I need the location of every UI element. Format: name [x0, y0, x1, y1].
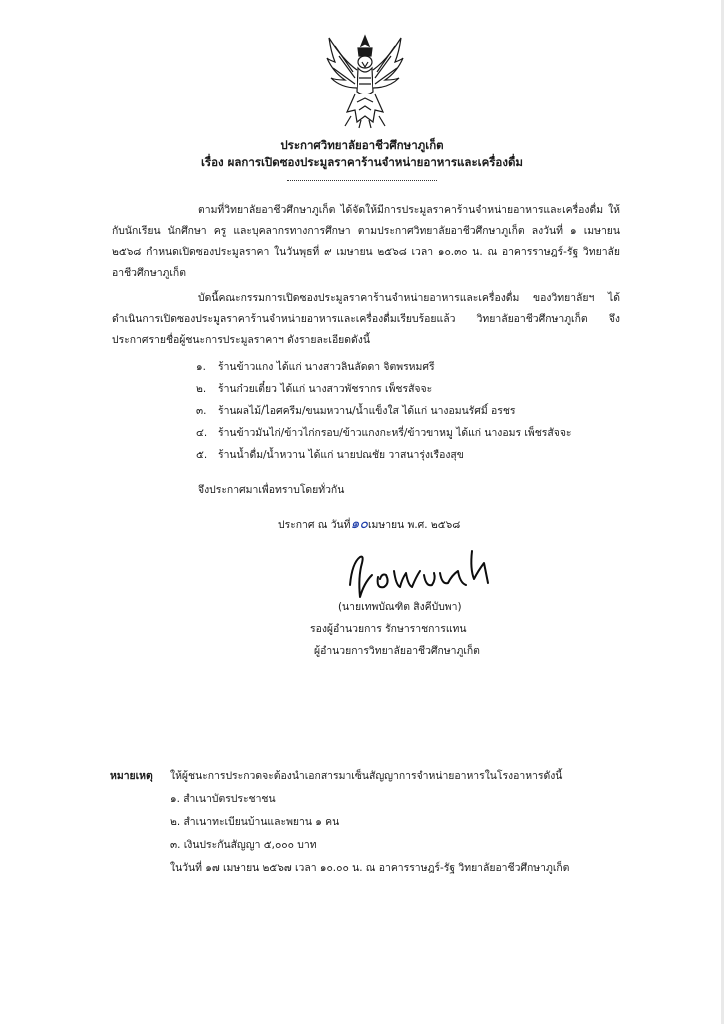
date-suffix: เมษายน พ.ศ. ๒๕๖๘: [367, 519, 461, 531]
list-item: ๑. สำเนาบัตรประชาชน: [170, 793, 276, 805]
list-item: [196, 444, 572, 466]
winners-list: [196, 356, 572, 466]
list-item-number: ๕.: [196, 449, 208, 461]
note-section: [110, 765, 569, 880]
signatory-name: (นายเทพบัณฑิต สิงคีบับพา): [338, 601, 462, 613]
list-item: ๒. สำเนาทะเบียนบ้านและพยาน ๑ คน: [170, 816, 340, 828]
announcement-subject: เรื่อง ผลการเปิดซองประมูลราคาร้านจำหน่ายอาหารและเครื่องดื่ม: [200, 155, 524, 169]
list-item-number: ๔.: [196, 427, 208, 439]
note-label: หมายเหตุ: [110, 770, 153, 782]
list-item: [196, 400, 572, 422]
list-item-number: ๓.: [196, 405, 207, 417]
list-item-text: ร้านข้าวแกง ได้แก่ นางสาวลินลัดดา จิตพรหมศรี: [218, 361, 435, 373]
garuda-emblem-icon: [325, 32, 405, 130]
list-item-text: ร้านข้าวมันไก่/ข้าวไก่กรอบ/ข้าวแกงกะหรี่/ข้าวขาหมู ได้แก่ นางอมร เพ็ชรสัจจะ: [218, 427, 572, 439]
paragraph-1-text: ตามที่วิทยาลัยอาชีวศึกษาภูเก็ต ได้จัดให้มีการประมูลราคาร้านจำหน่ายอาหารและเครื่องดื่ม ให้กับนักเรียน นักศึกษา ครู และบุคลากรทางการศึกษา ตามประกาศวิทยาลัยอาชีวศึกษาภูเก็ต ลงวันที่ ๑ เมษายน ๒๕๖๘ กำหนดเปิดซองประมูลราคา ในวันพุธที่ ๙ เมษายน ๒๕๖๘ เวลา ๑๐.๓๐ น. ณ อาคารราษฎร์-รัฐ วิทยาลัยอาชีวศึกษาภูเก็ต: [112, 204, 620, 279]
list-item-text: ร้านน้ำดื่ม/น้ำหวาน ได้แก่ นายปณชัย วาสนารุ่งเรืองสุข: [218, 449, 464, 461]
list-item: [196, 356, 572, 378]
list-item: ๓. เงินประกันสัญญา ๕,๐๐๐ บาท: [170, 839, 317, 851]
paragraph-2-text: บัดนี้คณะกรรมการเปิดซองประมูลราคาร้านจำหน่ายอาหารและเครื่องดื่ม ของวิทยาลัยฯ ได้ดำเนินการเปิดซองประมูลราคาร้านจำหน่ายอาหารและเครื่องดื่มเรียบร้อยแล้ว วิทยาลัยอาชีวศึกษาภูเก็ต จึงประกาศรายชื่อผู้ชนะการประมูลราคาฯ ดังรายละเอียดดังนี้: [112, 292, 620, 346]
date-prefix: ประกาศ ณ วันที่: [278, 519, 351, 531]
signature-image: [338, 545, 506, 601]
closing-statement: จึงประกาศมาเพื่อทราบโดยทั่วกัน: [198, 484, 345, 496]
announce-date: [278, 513, 460, 535]
signatory-title: ผู้อำนวยการวิทยาลัยอาชีวศึกษาภูเก็ต: [314, 645, 480, 657]
signatory-position: รองผู้อำนวยการ รักษาราชการแทน: [310, 623, 467, 635]
body-paragraph-2: [112, 288, 620, 351]
list-item: [196, 422, 572, 444]
title-divider: [287, 180, 437, 181]
body-paragraph-1: [112, 200, 620, 284]
list-item-number: ๒.: [196, 383, 207, 395]
list-item: [196, 378, 572, 400]
list-item-number: ๑.: [196, 361, 206, 373]
note-intro: ให้ผู้ชนะการประกวดจะต้องนำเอกสารมาเซ็นสัญญาการจำหน่ายอาหารในโรงอาหารดังนี้: [170, 770, 563, 782]
date-day-handwritten: ๑๐: [350, 516, 368, 532]
list-item-text: ร้านผลไม้/ไอศครีม/ขนมหวาน/น้ำแข็งใส ได้แก่ นางอมนรัศมิ์ อรชร: [218, 405, 516, 417]
list-item-text: ร้านก๋วยเตี๋ยว ได้แก่ นางสาวพัชรากร เพ็ชรสัจจะ: [218, 383, 433, 395]
note-appointment: ในวันที่ ๑๗ เมษายน ๒๕๖๗ เวลา ๑๐.๐๐ น. ณ อาคารราษฎร์-รัฐ วิทยาลัยอาชีวศึกษาภูเก็ต: [170, 862, 570, 874]
note-intro-line: [110, 765, 569, 788]
announcement-title: ประกาศวิทยาลัยอาชีวศึกษาภูเก็ต: [280, 138, 444, 152]
